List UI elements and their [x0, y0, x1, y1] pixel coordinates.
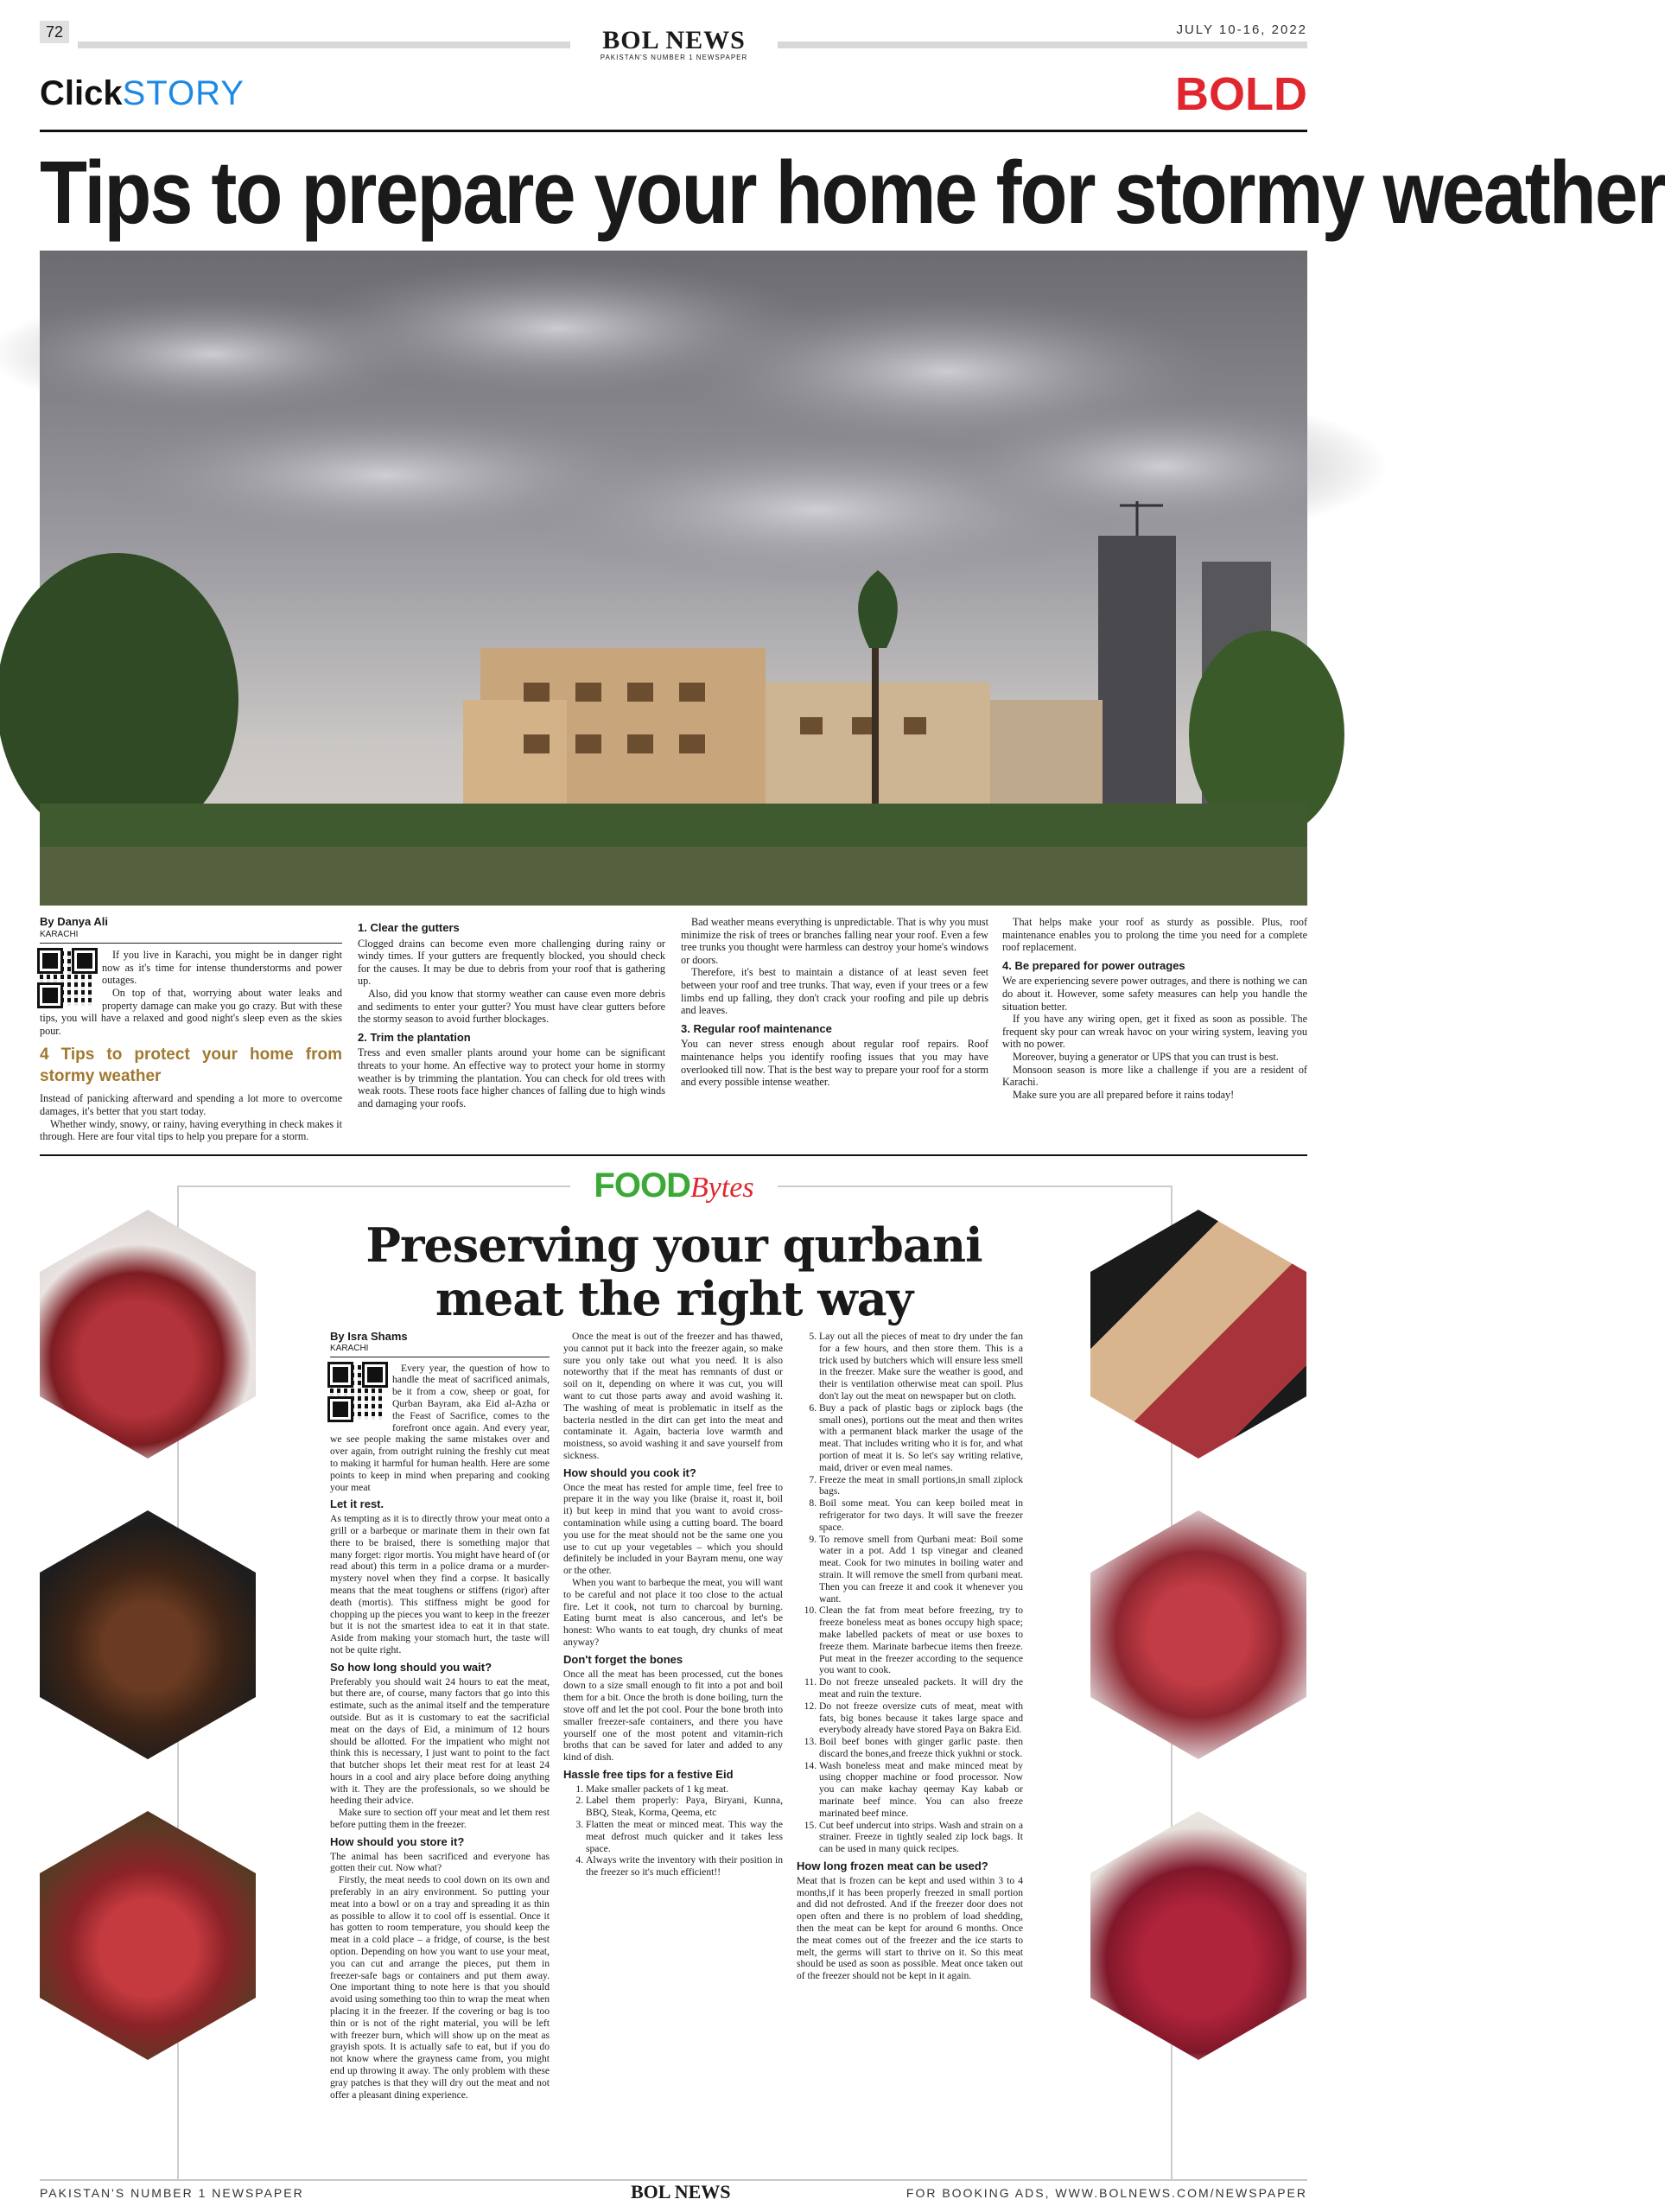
meat-photo-hexagon: [40, 1210, 256, 1459]
masthead-name: BOL NEWS: [602, 26, 746, 54]
paragraph: Clogged drains can become even more challenging during rainy or windy times. If your gutters are frequently blocked, you should check for the causes. It may be due to debris from your roof that is gathering up.: [358, 937, 665, 988]
clickstory-logo-b: STORY: [122, 74, 245, 112]
paragraph: The animal has been sacrificed and everyone has gotten their cut. Now what?: [330, 1850, 550, 1874]
list-item: 13. Boil beef bones with ginger garlic paste. then discard the bones,and freeze thick yukhni or stock.: [819, 1736, 1023, 1760]
paragraph: You can never stress enough about regular roof repairs. Roof maintenance helps you identify roofing issues that you may have overlooked till now. That is the best way to prepare your roof for a storm and every possible intense weather.: [681, 1038, 988, 1089]
list-item: 7. Freeze the meat in small portions,in small ziplock bags.: [819, 1474, 1023, 1498]
paragraph: Bad weather means everything is unpredictable. That is why you must minimize the risk of trees or branches falling near your roof. Even a few tree trunks you thought were harmless can destroy your home's windows or doors.: [681, 916, 988, 966]
food-byline: By Isra Shams: [330, 1330, 408, 1343]
food-column-3: [797, 1331, 1023, 1982]
paragraph: Meat that is frozen can be kept and used within 3 to 4 months,if it has been properly freezed in small portion and did not defrosted. And if the freezer door does not open often and there is no problem of load shedding, then the meat can be kept for around 6 months. Once the meat comes out of the freezer and the ice starts to melt, the germs will start to thrive on it. So this meat should be used as soon as possible. Meat once taken out of the freezer should not be kept in it again.: [797, 1874, 1023, 1982]
clickstory-logo: [40, 74, 245, 113]
meat-photo-hexagon: [40, 1510, 256, 1759]
paragraph: Also, did you know that stormy weather can cause even more debris and sediments to enter your gutter? You must have clear gutters before the stormy season to avoid further blockages.: [358, 987, 665, 1026]
food-logo-a: FOOD: [594, 1166, 690, 1205]
food-column-1: [330, 1331, 550, 2101]
qr-code: [330, 1364, 385, 1420]
article-column-4: [1002, 916, 1307, 1101]
article-column-1: [40, 916, 342, 1143]
paragraph: On top of that, worrying about water leaks and property damage can make you go crazy. But with these tips, you will have a relaxed and good night's sleep even as the skies pour.: [40, 986, 342, 1037]
food-title: [294, 1218, 1054, 1325]
list-item: 3. Flatten the meat or minced meat. This way the meat defrost much quicker and it takes less space.: [586, 1819, 783, 1854]
paragraph: We are experiencing severe power outrages, and there is nothing we can do about it. However, some safety measures can help you handle the situation better.: [1002, 975, 1307, 1013]
tips-list-continued: [797, 1331, 1023, 1855]
food-logo-b: Bytes: [690, 1172, 754, 1204]
paragraph: Firstly, the meat needs to cool down on its own and preferably in an airy environment. So putting your meat into a bowl or on a tray and spreading it as thin as possible to allow it to cool off is essential. Once it has gotten to room temperature, you should keep the meat in a cold place – a fridge, of course, is the best option. Depending on how you want to use your meat, you can cut and arrange the pieces, put them in freezer-safe bags or containers and put them away. One important thing to note here is that you should avoid using something too thin to wrap the meat when placing it in the freezer. If the covering or bag is too thin or is not of the right material, you will be left with freezer burn, which will show up on the meat as grayish spots. It is actually safe to eat, but if you do not know where the grayness came from, you might end up throwing it away. The only problem with these gray patches is that they will dry out the meat and not offer a pleasant dining experience.: [330, 1874, 550, 2101]
food-byline-location: KARACHI: [330, 1343, 550, 1357]
paragraph: Preferably you should wait 24 hours to eat the meat, but there are, of course, many factors that go into this estimate, such as the animal itself and the temperature outside. But as it is customary to eat the sacrificial meat on the days of Eid, a minimum of 12 hours should be allotted. For the impatient who might not think this is necessary, I just want to point to the fact that butcher shops let their meat rest for at least 24 hours in a cool and airy place before doing anything with it. They are the professionals, so we should be heeding their advice.: [330, 1675, 550, 1807]
masthead: [570, 26, 778, 61]
masthead-tagline: PAKISTAN'S NUMBER 1 NEWSPAPER: [600, 54, 748, 61]
paragraph: If you have any wiring open, get it fixed as soon as possible. The frequent sky pour can wreak havoc on your wiring system, leaving you with no power.: [1002, 1013, 1307, 1051]
section-heading: 4. Be prepared for power outrages: [1002, 958, 1185, 972]
section-divider: [40, 1154, 1307, 1156]
paragraph: Once the meat has rested for ample time, feel free to prepare it in the way you like (braise it, roast it, boil it) but keep in mind that you want to avoid cross-contamination while using a cutting board. The board you use for the meat should not be the same one you use to cut up your vegetables – which you should definitely be included in your Bayram menu, one way or the other.: [563, 1481, 783, 1577]
paragraph: If you live in Karachi, you might be in danger right now as it's time for intense thunderstorms and power outages.: [102, 949, 342, 987]
food-title-line1: Preserving your qurbani: [365, 1217, 982, 1273]
list-item: 9. To remove smell from Qurbani meat: Boil some water in a pot. Add 1 tsp vinegar and cleaned meat. Cook for two minutes in boiling water and strain. It will remove the smell from qurbani meat. Then you can freeze it and cook it whenever you want.: [819, 1534, 1023, 1605]
paragraph: Every year, the question of how to handle the meat of sacrificed animals, be it from a cow, sheep or goat, for Qurban Bayram, aka Eid al-Azha or the Feast of Sacrifice, comes to the forefront once again. And every year, we see people making the same mistakes over and over again, from outright ruining the freshly cut meat to making it harmful for human health. Here are some points to keep in mind when preparing and cooking your meat: [330, 1362, 550, 1493]
food-column-2: [563, 1331, 783, 1878]
paragraph: As tempting as it is to directly throw your meat onto a grill or a barbeque or marinate them in their own fat there to be braised, there is something major that many forget: rigor mortis. You might have heard of (or read about) this term in a police drama or a murder-mystery novel when they find a corpse. It basically means that the meat toughens or stiffens (rigor) after death (mortis). This stiffness might be good for chopping up the pieces you want to keep in the freezer but it is not the smartest idea to eat it in that state. Aside from making your stomach hurt, the taste will not be quite right.: [330, 1513, 550, 1656]
byline-location: KARACHI: [40, 929, 342, 944]
meat-photo-hexagon: [1090, 1811, 1306, 2060]
issue-date: JULY 10-16, 2022: [1176, 22, 1307, 37]
storm-sky-photo: [40, 251, 1307, 906]
section-heading: How long frozen meat can be used?: [797, 1859, 988, 1873]
subheading: 4 Tips to protect your home from stormy weather: [40, 1046, 342, 1086]
bold-logo: BOLD: [1175, 68, 1307, 120]
paragraph: That helps make your roof as sturdy as possible. Plus, roof maintenance enables you to prolong the time you need for a complete roof replacement.: [1002, 916, 1307, 954]
section-heading: How should you cook it?: [563, 1465, 696, 1479]
paragraph: Make sure to section off your meat and let them rest before putting them in the freezer.: [330, 1807, 550, 1831]
paragraph: Tress and even smaller plants around your home can be significant threats to your home. An effective way to protect your home in stormy weather is by trimming the plantation. You can check for old trees with weak roots. These roots face higher chances of falling due to high winds and damaging your roofs.: [358, 1046, 665, 1109]
storm-photo-illustration: [40, 251, 1307, 906]
section-heading: Hassle free tips for a festive Eid: [563, 1767, 734, 1781]
paragraph: Monsoon season is more like a challenge if you are a resident of Karachi.: [1002, 1063, 1307, 1089]
byline: By Danya Ali: [40, 915, 108, 928]
page-title: Tips to prepare your home for stormy weather: [40, 143, 1665, 243]
list-item: 6. Buy a pack of plastic bags or ziplock bags (the small ones), portions out the meat and then writes with a permanent black marker the usage of the meat. That includes writing who it is for, and what portion of meat it is. So let's say writing relative, maid, driver or even meal names.: [819, 1402, 1023, 1474]
qr-code: [40, 950, 95, 1006]
section-heading: Let it rest.: [330, 1497, 384, 1511]
tips-list: [563, 1783, 783, 1878]
list-item: 8. Boil some meat. You can keep boiled meat in refrigerator for two days. It will save the freezer space.: [819, 1497, 1023, 1533]
paragraph: Once all the meat has been processed, cut the bones down to a size small enough to fit into a pot and boil them for a bit. Once the broth is done boiling, turn the stove off and let the pot cool. Pour the bone broth into smaller freezer-safe containers, and there you have yourself one of the most potent and vitamin-rich broths that can be saved for later and added to any kind of dish.: [563, 1668, 783, 1764]
article-column-3: [681, 916, 988, 1089]
header-rule-right: [778, 41, 1307, 48]
paragraph: When you want to barbeque the meat, you will want to be careful and not place it too close to the actual fire. Let it cook, not turn to charcoal by burning. Eating burnt meat is also cancerous, and let's be honest: Who wants to eat tough, dry chunks of meat anyway?: [563, 1576, 783, 1648]
section-heading: Don't forget the bones: [563, 1652, 683, 1666]
paragraph: Moreover, buying a generator or UPS that you can trust is best.: [1013, 1050, 1279, 1063]
clickstory-logo-a: Click: [40, 74, 123, 112]
paragraph: Instead of panicking afterward and spending a lot more to overcome damages, it's better that you start today.: [40, 1092, 342, 1117]
list-item: 2. Label them properly: Paya, Biryani, Kunna, BBQ, Steak, Korma, Qeema, etc: [586, 1795, 783, 1819]
meat-photo-hexagon: [1090, 1510, 1306, 1759]
paragraph: Therefore, it's best to maintain a distance of at least seven feet between your roof and tree trunks. That way, even if your trees or a few limbs end up falling, they don't crack your roofing and pile up debris and leaves.: [681, 966, 988, 1017]
list-item: 1. Make smaller packets of 1 kg meat.: [586, 1783, 783, 1796]
paragraph: Once the meat is out of the freezer and has thawed, you cannot put it back into the freezer again, so make sure you only take out what you need. It is also noteworthy that if the meat has remnants of dust or soil on it, depending on where it was cut, you will want to cut those parts away and avoid washing it. The washing of meat is problematic in itself as the bacteria nestled in the dirt can get into the meat and contaminate it. Again, bacteria love warmth and moistness, so avoid washing it and save yourself from sickness.: [563, 1331, 783, 1461]
divider: [40, 130, 1307, 132]
meat-photo-hexagon: [1090, 1210, 1306, 1459]
footer-masthead: BOL NEWS: [631, 2181, 731, 2202]
food-title-line2: meat the right way: [435, 1271, 913, 1326]
page-number: 72: [40, 21, 69, 43]
list-item: 5. Lay out all the pieces of meat to dry under the fan for a few hours, and then store them. This is a trick used by butchers which will ensure less smell in the freezer. Make sure the weather is good, and their is ventilation otherwise meat can spoil. Plus don't lay out the meat on newspaper but on cloth.: [819, 1331, 1023, 1402]
list-item: 4. Always write the inventory with their position in the freezer so it's much efficient!!: [586, 1854, 783, 1878]
footer-tagline: PAKISTAN'S NUMBER 1 NEWSPAPER: [40, 2186, 304, 2200]
list-item: 15. Cut beef undercut into strips. Wash and strain on a strainer. Freeze in tightly sealed zip lock bags. It can be used in many quick recipes.: [819, 1820, 1023, 1855]
paragraph: Make sure you are all prepared before it rains today!: [1013, 1088, 1235, 1101]
food-bytes-logo: [570, 1166, 778, 1218]
section-heading: 2. Trim the plantation: [358, 1030, 471, 1044]
section-heading: 3. Regular roof maintenance: [681, 1021, 832, 1035]
header-rule-left: [78, 41, 570, 48]
section-heading: So how long should you wait?: [330, 1660, 493, 1674]
meat-photo-hexagon: [40, 1811, 256, 2060]
list-item: 12. Do not freeze oversize cuts of meat, meat with fats, big bones because it takes large space and everybody already have stored Paya on Bakra Eid.: [819, 1700, 1023, 1736]
article-column-2: [358, 916, 665, 1109]
section-heading: 1. Clear the gutters: [358, 921, 460, 934]
footer-booking-link[interactable]: FOR BOOKING ADS, WWW.BOLNEWS.COM/NEWSPAPER: [906, 2186, 1307, 2200]
section-heading: How should you store it?: [330, 1834, 465, 1848]
list-item: 10. Clean the fat from meat before freezing, try to freeze boneless meat as bones occupy high space; make labelled packets of meat or use boxes to freeze them. Marinate barbecue items then freeze. Put meat in the freezer according to the sequence you want to cook.: [819, 1605, 1023, 1676]
list-item: 11. Do not freeze unsealed packets. It will dry the meat and ruin the texture.: [819, 1676, 1023, 1700]
list-item: 14. Wash boneless meat and make minced meat by using chopper machine or food processor. Now you can make kachay qeemay Kay kabab or marinate beef mince. You can also freeze marinated beef mince.: [819, 1760, 1023, 1820]
paragraph: Whether windy, snowy, or rainy, having everything in check makes it through. Here are four vital tips to help you prepare for a storm.: [40, 1117, 342, 1143]
